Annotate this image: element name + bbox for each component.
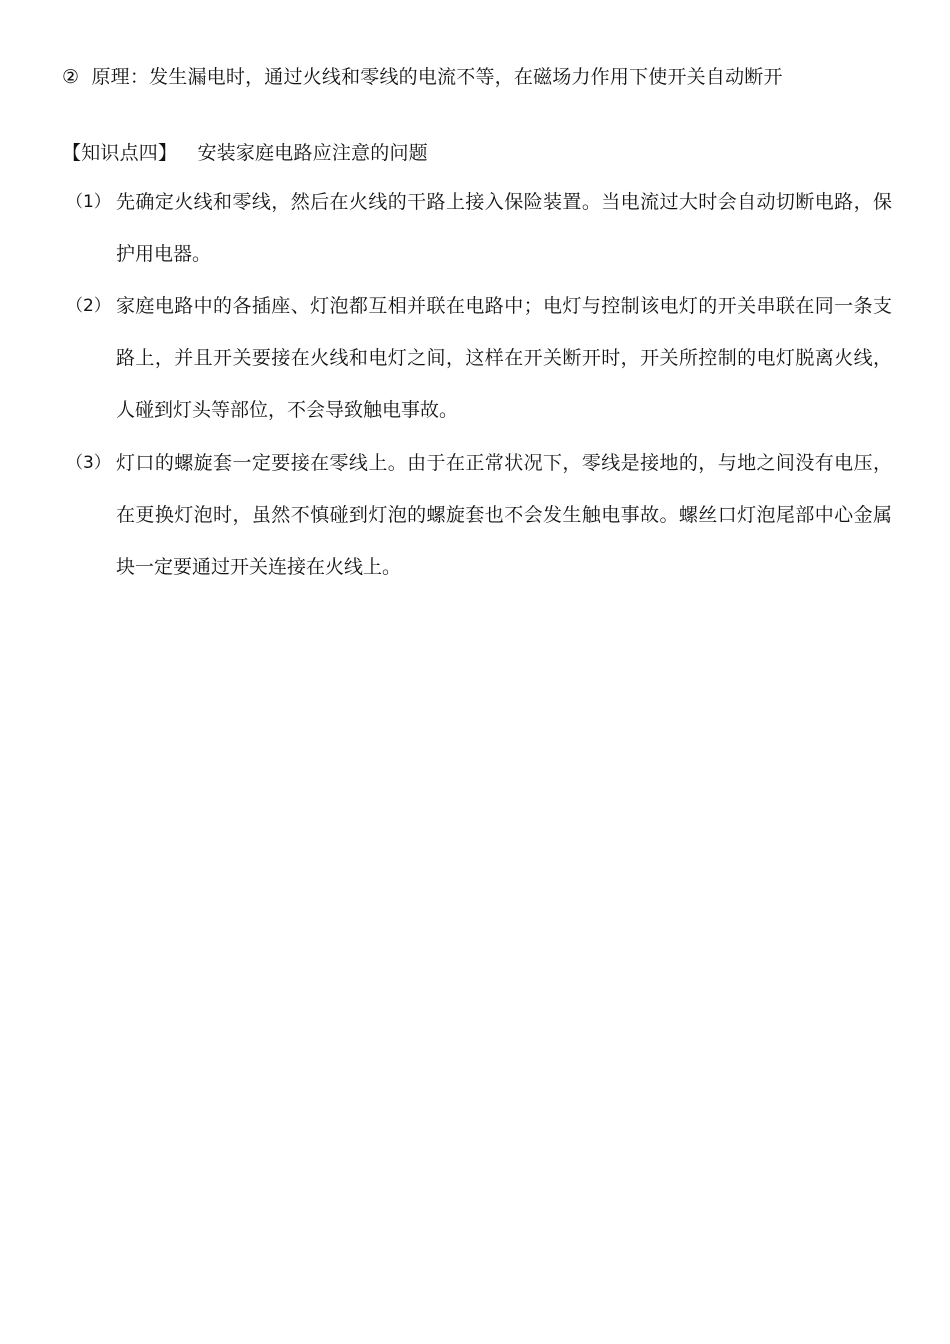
section-heading: 【知识点四】 [62, 142, 178, 164]
item-number: （3） [66, 453, 111, 473]
item-text: 先确定火线和零线，然后在火线的干路上接入保险装置。当电流过大时会自动切断电路，保护用电器。 [116, 191, 892, 265]
principle-marker: ② [62, 66, 80, 88]
item-number: （1） [66, 192, 111, 212]
item-text: 灯口的螺旋套一定要接在零线上。由于在正常状况下，零线是接地的，与地之间没有电压，在更换灯泡时，虽然不慎碰到灯泡的螺旋套也不会发生触电事故。螺丝口灯泡尾部中心金属块一定要通过开关连接在火线上。 [116, 452, 892, 578]
principle-text: 原理：发生漏电时，通过火线和零线的电流不等，在磁场力作用下使开关自动断开 [91, 66, 783, 88]
section-heading-line [62, 140, 428, 166]
item-number: （2） [66, 296, 111, 316]
item-text: 家庭电路中的各插座、灯泡都互相并联在电路中；电灯与控制该电灯的开关串联在同一条支路上，并且开关要接在火线和电灯之间，这样在开关断开时，开关所控制的电灯脱离火线，人碰到灯头等部位，不会导致触电事故。 [116, 295, 892, 421]
section-title: 安装家庭电路应注意的问题 [197, 142, 428, 164]
principle-line [62, 64, 783, 90]
